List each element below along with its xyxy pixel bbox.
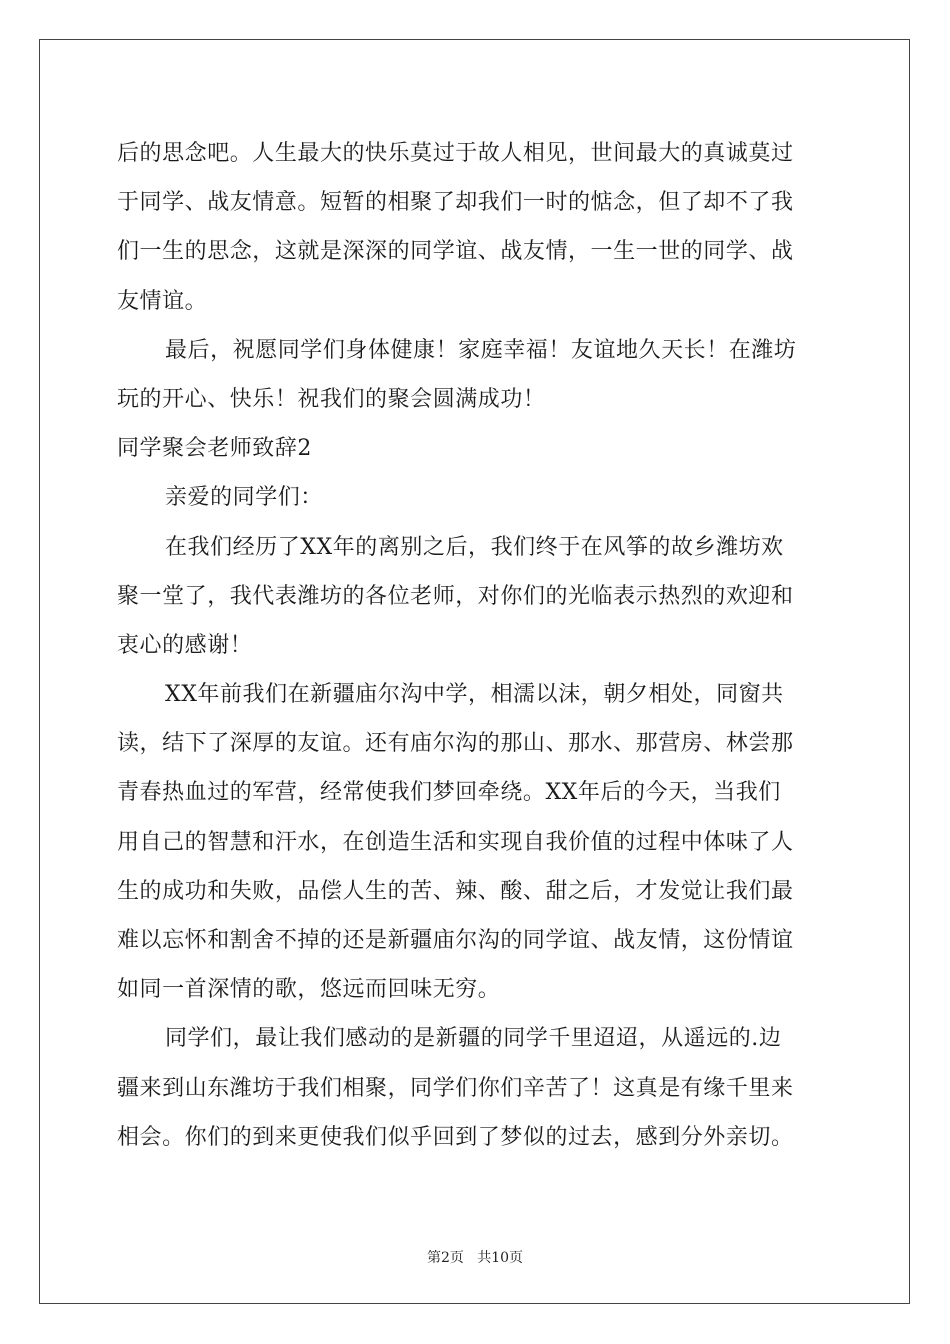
text-line: 读，结下了深厚的友谊。还有庙尔沟的那山、那水、那营房、林尝那 [117, 731, 794, 757]
text-line: 生的成功和失败，品偿人生的苦、辣、酸、甜之后，才发觉让我们最 [117, 878, 794, 904]
document-body [117, 129, 833, 1162]
text-line: XX年前我们在新疆庙尔沟中学，相濡以沫，朝夕相处，同窗共 [165, 682, 784, 708]
text-line: 友情谊。 [117, 288, 208, 314]
text-line: 后的思念吧。人生最大的快乐莫过于故人相见，世间最大的真诚莫过 [117, 141, 794, 166]
salutation: 亲爱的同学们： [165, 485, 323, 511]
text-line: 青春热血过的军营，经常使我们梦回牵绕。XX年后的今天，当我们 [117, 780, 781, 806]
text-line: 同学们，最让我们感动的是新疆的同学千里迢迢，从遥远的.边 [165, 1026, 782, 1052]
text-line: 最后，祝愿同学们身体健康！家庭幸福！友谊地久天长！在潍坊 [165, 337, 797, 363]
text-line: 用自己的智慧和汗水，在创造生活和实现自我价值的过程中体味了人 [117, 829, 794, 855]
text-line: 们一生的思念，这就是深深的同学谊、战友情，一生一世的同学、战 [117, 239, 794, 265]
text-line: 玩的开心、快乐！祝我们的聚会圆满成功！ [117, 386, 546, 412]
text-line: 相会。你们的到来更使我们似乎回到了梦似的过去，感到分外亲切。 [117, 1124, 794, 1150]
text-line: 于同学、战友情意。短暂的相聚了却我们一时的惦念，但了却不了我 [117, 190, 794, 216]
text-line: 难以忘怀和割舍不掉的还是新疆庙尔沟的同学谊、战友情，这份情谊 [117, 928, 794, 953]
text-line: 聚一堂了，我代表潍坊的各位老师，对你们的光临表示热烈的欢迎和 [117, 583, 794, 609]
text-line: 如同一首深情的歌，悠远而回味无穷。 [117, 977, 501, 1003]
text-line: 衷心的感谢！ [117, 632, 253, 658]
text-line: 在我们经历了XX年的离别之后，我们终于在风筝的故乡潍坊欢 [165, 534, 784, 560]
text-line: 疆来到山东潍坊于我们相聚，同学们你们辛苦了！这真是有缘千里来 [117, 1075, 794, 1101]
page-number: 第2页 共10页 [426, 1250, 524, 1266]
section-title: 同学聚会老师致辞2 [117, 436, 312, 462]
